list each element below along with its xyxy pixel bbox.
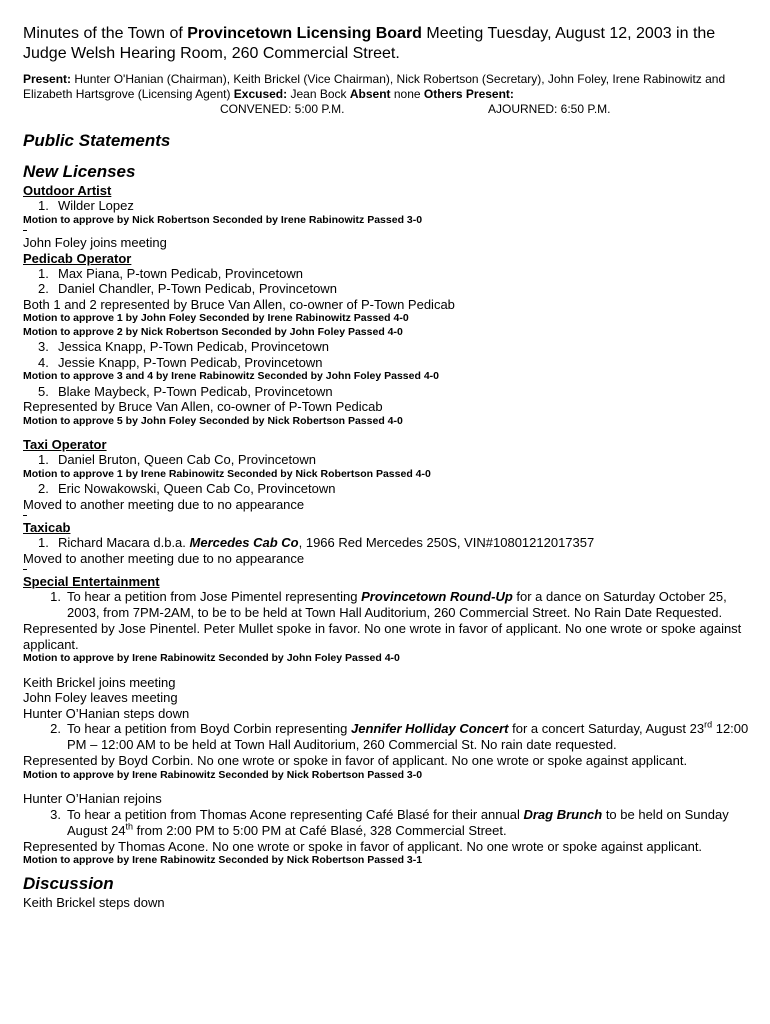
heading-outdoor-artist: Outdoor Artist (23, 183, 112, 198)
list-item: 3. To hear a petition from Thomas Acone representing Café Blasé for their annual Drag Brunch to be held on Sunday August 24th from 2:00 PM to 5:00 PM at Café Blasé, 328 Commercial Street. (50, 806, 729, 838)
note-line: Represented by Bruce Van Allen, co-owner of P-Town Pedicab (23, 399, 383, 414)
note-line: John Foley joins meeting (23, 235, 167, 250)
note-line: Hunter O’Hanian rejoins (23, 791, 162, 806)
list-item: 1. Wilder Lopez (38, 198, 134, 213)
note-line: Both 1 and 2 represented by Bruce Van Allen, co-owner of P-Town Pedicab (23, 296, 455, 312)
motion-line: Motion to approve 1 by John Foley Seconded by Irene Rabinowitz Passed 4-0 (23, 312, 409, 324)
list-item: 2. To hear a petition from Boyd Corbin representing Jennifer Holliday Concert for a concert Saturday, August 23rd 12:00 PM – 12:00 AM to be held at Town Hall Auditorium, 260 Commercial St. No rain date requested. (50, 719, 749, 752)
note-line: Represented by Boyd Corbin. No one wrote or spoke in favor of applicant. No one wrote or spoke against applicant. (23, 753, 688, 768)
note-line: Represented by Jose Pinentel. Peter Mullet spoke in favor. No one wrote in favor of applicant. No one wrote or spoke against applicant. (23, 621, 742, 652)
adjourned-time: AJOURNED: 6:50 P.M. (488, 102, 611, 116)
motion-line: Motion to approve 1 by Irene Rabinowitz Seconded by Nick Robertson Passed 4-0 (23, 467, 431, 480)
attendance: Present: Hunter O'Hanian (Chairman), Keith Brickel (Vice Chairman), Nick Robertson (Secretary), John Foley, Irene Rabinowitz and Elizabeth Hartsgrove (Licensing Agent) Excused: Jean Bock Absent none Others Present: (23, 72, 726, 101)
section-public-statements: Public Statements (23, 131, 171, 150)
heading-taxi-operator: Taxi Operator (23, 437, 107, 452)
note-line: Moved to another meeting due to no appearance (23, 550, 305, 566)
convened-time: CONVENED: 5:00 P.M. (220, 102, 345, 116)
section-new-licenses: New Licenses (23, 162, 136, 181)
motion-line: Motion to approve by Irene Rabinowitz Seconded by Nick Robertson Passed 3-0 (23, 768, 423, 781)
list-item: 1. To hear a petition from Jose Pimentel representing Provincetown Round-Up for a dance on Saturday October 25, 2003, from 7PM-2AM, to be to be held at Town Hall Auditorium, 260 Commercial Street. No Rain Date Requested. (50, 589, 727, 620)
note-line: John Foley leaves meeting (23, 690, 178, 705)
section-discussion: Discussion (23, 873, 114, 893)
motion-line: Motion to approve 3 and 4 by Irene Rabinowitz Seconded by John Foley Passed 4-0 (23, 370, 439, 382)
list-item: 1. Max Piana, P-town Pedicab, Provincetown (38, 265, 303, 281)
note-line: Keith Brickel joins meeting (23, 674, 176, 690)
list-item: 3. Jessica Knapp, P-Town Pedicab, Provincetown (38, 339, 329, 354)
list-item: 1. Daniel Bruton, Queen Cab Co, Provincetown (38, 452, 316, 467)
heading-taxicab: Taxicab (23, 520, 71, 535)
note-line: Keith Brickel steps down (23, 894, 165, 910)
list-item: 2. Eric Nowakowski, Queen Cab Co, Provincetown (38, 481, 336, 496)
meeting-times (23, 102, 758, 117)
list-item: 4. Jessie Knapp, P-Town Pedicab, Provincetown (38, 354, 323, 370)
note-line: Hunter O’Hanian steps down (23, 705, 190, 721)
note-line: Moved to another meeting due to no appearance (23, 496, 305, 512)
motion-line: Motion to approve 2 by Nick Robertson Seconded by John Foley Passed 4-0 (23, 325, 403, 338)
motion-line: Motion to approve by Irene Rabinowitz Seconded by Nick Robertson Passed 3-1 (23, 854, 423, 866)
motion-line: Motion to approve 5 by John Foley Seconded by Nick Robertson Passed 4-0 (23, 414, 403, 427)
list-item: 2. Daniel Chandler, P-Town Pedicab, Provincetown (38, 281, 337, 296)
minutes-document (23, 24, 758, 910)
motion-line: Motion to approve by Irene Rabinowitz Seconded by John Foley Passed 4-0 (23, 652, 400, 664)
document-title: Minutes of the Town of Provincetown Licensing Board Meeting Tuesday, August 12, 2003 in the Judge Welsh Hearing Room, 260 Commercial Street. (23, 25, 716, 62)
note-line: Represented by Thomas Acone. No one wrote or spoke in favor of applicant. No one wrote or spoke against applicant. (23, 838, 703, 854)
list-item: 1. Richard Macara d.b.a. Mercedes Cab Co, 1966 Red Mercedes 250S, VIN#10801212017357 (38, 535, 595, 550)
heading-pedicab-operator: Pedicab Operator (23, 250, 132, 266)
heading-special-entertainment: Special Entertainment (23, 574, 160, 589)
list-item: 5. Blake Maybeck, P-Town Pedicab, Provincetown (38, 383, 333, 399)
motion-line: Motion to approve by Nick Robertson Seconded by Irene Rabinowitz Passed 3-0 (23, 213, 423, 226)
